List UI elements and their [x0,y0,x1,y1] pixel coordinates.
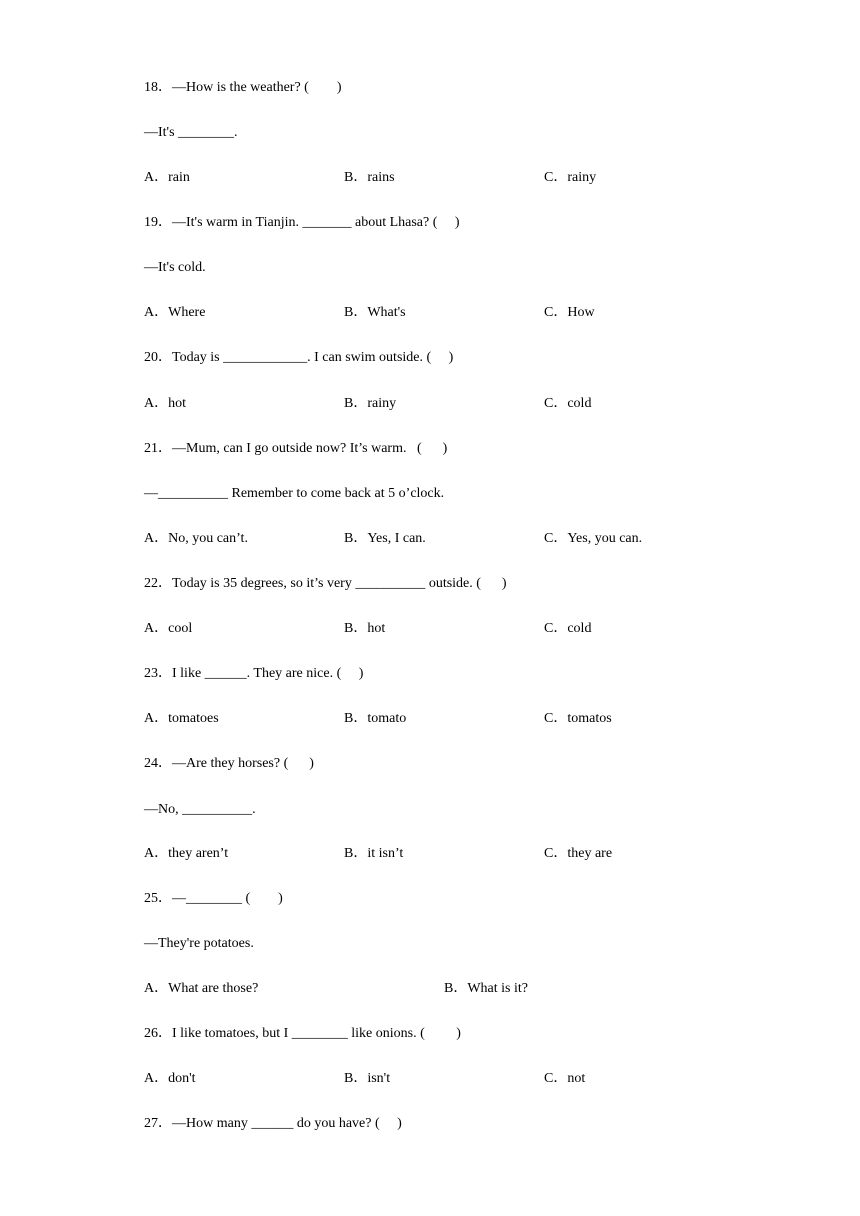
option-a: A．What are those? [144,981,259,996]
option-a: A．rain [144,170,190,185]
question-stem: 25．—________ ( ) [144,891,283,906]
option-c: C．tomatos [544,711,612,726]
question-reply: —No, __________. [144,802,256,817]
option-b: B．What is it? [444,981,528,996]
option-a: A．don't [144,1071,196,1086]
option-b: B．What's [344,305,406,320]
question-reply: —It's ________. [144,125,238,140]
option-c: C．rainy [544,170,597,185]
question-stem: 20．Today is ____________. I can swim outside. ( ) [144,350,454,365]
question-stem: 24．—Are they horses? ( ) [144,756,314,771]
option-b: B．hot [344,621,386,636]
question-stem: 22．Today is 35 degrees, so it’s very __________ outside. ( ) [144,576,507,591]
question-reply: —__________ Remember to come back at 5 o’clock. [144,486,445,501]
option-a: A．hot [144,396,186,411]
option-b: B．tomato [344,711,407,726]
option-a: A．Where [144,305,206,320]
option-c: C．cold [544,396,592,411]
question-reply: —It's cold. [144,260,206,275]
question-stem: 23．I like ______. They are nice. ( ) [144,666,364,681]
option-c: C．cold [544,621,592,636]
option-c: C．not [544,1071,586,1086]
question-stem: 18．—How is the weather? ( ) [144,80,342,95]
option-b: B．isn't [344,1071,391,1086]
option-b: B．it isn’t [344,846,404,861]
option-c: C．Yes, you can. [544,531,643,546]
option-b: B．rains [344,170,395,185]
option-b: B．rainy [344,396,397,411]
question-stem: 21．—Mum, can I go outside now? It’s warm. ( ) [144,441,448,456]
option-c: C．How [544,305,595,320]
question-stem: 19．—It's warm in Tianjin. _______ about Lhasa? ( ) [144,215,460,230]
question-reply: —They're potatoes. [144,936,254,951]
option-a: A．cool [144,621,193,636]
option-c: C．they are [544,846,613,861]
option-a: A．tomatoes [144,711,219,726]
option-b: B．Yes, I can. [344,531,426,546]
option-a: A．No, you can’t. [144,531,248,546]
question-stem: 26．I like tomatoes, but I ________ like onions. ( ) [144,1026,461,1041]
option-a: A．they aren’t [144,846,229,861]
question-stem: 27．—How many ______ do you have? ( ) [144,1116,402,1131]
